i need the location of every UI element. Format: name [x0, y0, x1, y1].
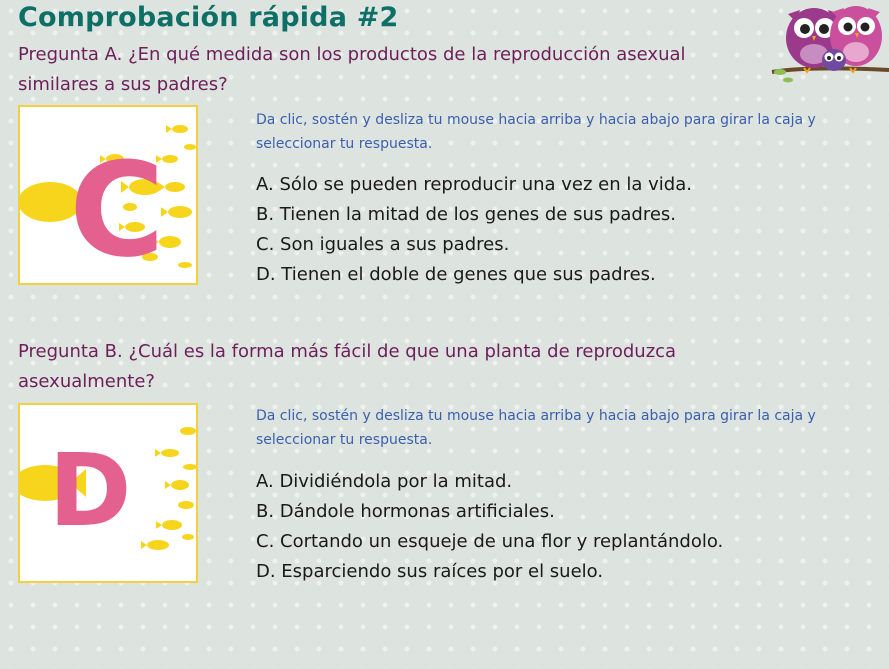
answer-card-a[interactable] — [18, 105, 198, 285]
option-b: B. Tienen la mitad de los genes de sus padres. — [256, 204, 677, 225]
card-letter: D — [48, 432, 132, 549]
question-a-text: Pregunta A. ¿En qué medida son los productos de la reproducción asexual similares a sus padres? — [18, 44, 686, 95]
page-title: Comprobación rápida #2 — [18, 2, 399, 33]
instruction-hint-a: Da clic, sostén y desliza tu mouse hacia arriba y hacia abajo para girar la caja y seleccionar tu respuesta. — [256, 112, 816, 152]
option-c: C. Son iguales a sus padres. — [256, 234, 510, 255]
question-b-text: Pregunta B. ¿Cuál es la forma más fácil de que una planta de reproduzca asexualmente? — [18, 341, 677, 392]
option-list-a — [256, 170, 692, 290]
option-d: D. Tienen el doble de genes que sus padres. — [256, 264, 656, 285]
card-letter: C — [69, 134, 165, 283]
option-a: A. Dividiéndola por la mitad. — [256, 471, 513, 492]
answer-card-b[interactable] — [18, 403, 198, 583]
fish-school-icon — [20, 405, 196, 581]
owls-on-branch-icon — [770, 0, 889, 90]
option-c: C. Cortando un esqueje de una flor y replantándolo. — [256, 531, 724, 552]
option-d: D. Esparciendo sus raíces por el suelo. — [256, 561, 604, 582]
instruction-hint-b: Da clic, sostén y desliza tu mouse hacia arriba y hacia abajo para girar la caja y seleccionar tu respuesta. — [256, 408, 816, 448]
option-b: B. Dándole hormonas artificiales. — [256, 501, 555, 522]
option-list-b — [256, 467, 723, 587]
fish-school-icon — [20, 107, 196, 283]
option-a: A. Sólo se pueden reproducir una vez en la vida. — [256, 174, 692, 195]
